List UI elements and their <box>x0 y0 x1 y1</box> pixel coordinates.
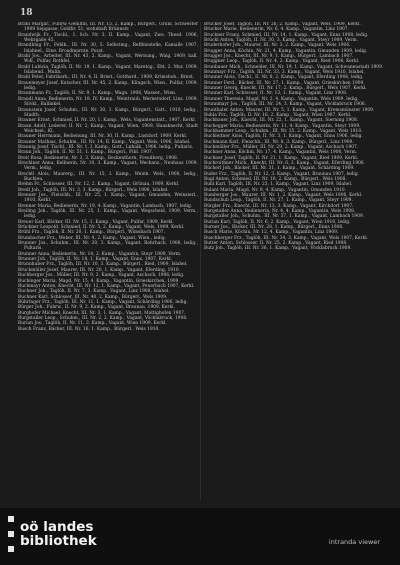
directory-entry: Brunbauer Mich., Schneider, III. Nr. 19, 1. Kamp., Vagant, Schwanenstadt 1909. <box>204 64 384 70</box>
directory-entry: Braunmann Fr., Taglöh, II. Nr. 9, 1. Kamp., Wagn. 1906, Wasser., Wien. <box>18 91 177 97</box>
directory-entry: Brunner Jos., Schuhm., III. Nr. 30, 3. Kamp., Vagant, Rohrbach, 1908, ledig., Pultaris. <box>18 241 198 252</box>
directory-entry: Brugger Anna, Köchin, Nr. 21, 4. Kamp., Vagantin, Gmunden 1909, ledig. <box>204 48 368 54</box>
directory-entry: Braunig Josef, Tischl., III. Nr. 1, I. Kamp., Gott., Lnhalk., 1906, ledig., Pultaris. <box>18 144 194 150</box>
directory-entry: Brückner Leopold, Schmied, II. Nr. 5, 2. Kamp., Vagant, Wels, 1909, Kerkl. <box>18 225 185 231</box>
directory-entry: Brandwijk Fr., Tischl., 1. Sch. Nr. 3, II. Kamp., Vagant, Zwe. Thesd. 1906, Wehrgaße 45. <box>18 32 198 44</box>
directory-entry: Buchmann Karl, Fleischh., III. Nr. 8, 3. Kamp., Bürgerl., Linz 1909. <box>204 139 354 145</box>
directory-entry: Buchner Karl, Schlosser, III. Nr. 40, 2. Kamp., Bürgerl., Wels 1909. <box>18 294 168 300</box>
directory-entry: Busch Marie, Köchin, Nr. 12, 4. Kamp., Vagantin, Linz 1909. <box>204 230 339 236</box>
directory-entry: Brühl Frz., Taglöh, II. Nr. 20, 1. Kamp., Bürgerl., Wimsbach 1907. <box>18 230 165 236</box>
directory-entry: Brandhlug Fr., Fehlh., III. Nr. 30, 5. Selbstmg., Reffmnstelle, Kamalle 1907, Islahnel., Eine. Broadmarnte. Pozst. <box>18 43 198 54</box>
directory-entry: Buchhammer Leop., Schuhm., III. Nr. 35, 2. Kamp., Vagant, Wels 1910. <box>204 128 363 134</box>
directory-entry: Brahl Peter, Fabrikarb., III. Nr. 4, II. Brnst., Gotthard., 1909, Krimshob., Brnst. <box>18 75 195 81</box>
directory-entry: Brandl Anna, Bedienerin, Nr. 18, IV. Kamp., Weintraub, Wernersdorf, Linz. 1909, Slivkl., Ballinkel. <box>18 96 198 108</box>
logo-line-2: bibliothek <box>20 533 97 549</box>
directory-entry: Brumbacher Frz., Weber, III. Nr. 4, 2. Kamp., Vagant, Wien., ledig. <box>18 235 167 241</box>
directory-entry: Buchner Anna, Köchin, Nr. 17, 4. Kamp., Vagantin, Wels 1908, Verm. <box>204 150 358 156</box>
directory-entry: Bruggner Leop., Taglöh, II. Nr. 4, 2. Kamp., Vagant, Ried 1908, Kerkl. <box>204 59 360 65</box>
directory-entry: Brauemeyer Josef, Kutscher, III. Nr. 45, 2. Kamp., Klingsch, Wien., Pulfar, 1909, ledig. <box>18 80 198 92</box>
directory-entry: Brunnmayr Jos., Taglöh, III. Nr. 24, 3. Kamp., Vagant, Vöcklabruck 1906. <box>204 102 367 108</box>
logo-mark-icon <box>8 516 14 552</box>
directory-entry: Burgstaller Leop., Schuhm., III. Nr. 2, 2. Kamp., Vagant, Vöcklabruck, 1908. <box>18 315 188 321</box>
directory-entry: Burghofer Michael, Knecht, III. Nr. 3, 1. Kamp., Vagant, Mattighofen 1907. <box>18 310 186 316</box>
directory-entry: Brahl Margar., Fuhrw.-Gehilfin, III. Nr. 15, 2. Kamp., Bürgerl., Grünl. Schwester 1909 Sepgasse, Goldbr. 51, wohnhaft Brünnstr. <box>18 22 198 33</box>
directory-entry: Butter Anton, Schlosser, II. Nr. 25, 2. Kamp., Vagant, Ried 1908. <box>204 241 348 247</box>
directory-entry: Brauner Herrmann, Bedienung, III. Nr. 30, II. Kamp., Lnstdorf, 1909, Kerkl. <box>18 134 188 140</box>
viewer-credit[interactable]: intranda viewer <box>328 538 380 546</box>
directory-entry: Buchmayr Anton, Knecht, III. Nr. 12, 1. Kamp., Vagant, Peuerbach 1907, Kerkl. <box>18 283 195 289</box>
directory-entry: Breuer Karl, Bäcker, III. Nr. 15, 1. Kamp., Vagant, Pulfar, 1909, Kerkl. <box>18 219 174 225</box>
directory-entry: Brenner Maria, Bedienerin, Nr. 19, 4. Kamp., Vagantin, Lambach, 1907, ledig. <box>18 203 193 209</box>
directory-entry: Bubla Frz., Taglöh, II. Nr. 16, 2. Kamp., Vagant, Wien 1907, Kerkl. <box>204 112 352 118</box>
directory-entry: Brunnhuber Frz., Taglöh, III. Nr. 10, 3. Kamp., Bürgerl., Ried, 1909, Islahel. <box>18 262 188 268</box>
directory-entry: Brauner Mathias, Schuhm., III. Nr. 14, II. Kamp., Vagant, Wels, 1906, Islahel. <box>18 139 191 145</box>
directory-entry: Brunner Ferd., Bäcker, III. Nr. 27, 1. Kamp., Vagant, Grieskirchen 1909. <box>204 80 365 86</box>
directory-entry: Brauner Ernst, Schmied, II. Nr. 20, 1. Kamp., Wels, Vagantenstatt., 1907, Kerkl. <box>18 118 197 124</box>
directory-entry: Brunner Karl, Schlosser, II. Nr. 13, 1. Kamp., Vagant, Linz 1908. <box>204 91 348 97</box>
directory-entry: Brückl Anton, Taglöh, II. Nr. 30, 3. Kamp., Vagant, Steyr 1909, Verm. <box>204 38 359 44</box>
directory-entry: Brunner Alois, Tischl., II. Nr. 8, 2. Kamp., Vagant, Eferding 1906, ledig. <box>204 75 364 81</box>
directory-entry: Bredl Joh., Taglöh, III. Nr. 3, 3. Kamp., Bürgerl., Wels 1906, Islahel. <box>18 187 169 193</box>
directory-entry: Brechlner Anna, Kellnerin, Nr. 10, 3. Kamp., Vagant, Wechanz., Neuhaus 1909, Verm., ledig. <box>18 160 198 172</box>
directory-entry: Braunstein Josef, Schuhm., III. Nr. 30, 1. Kamp., Bürgerl., Gatt., 1910, ledig., Stadtb. <box>18 107 198 118</box>
page-number: 18 <box>20 8 33 18</box>
directory-entry: Breit Rosa, Bedienerin, Nr. 3, 3. Kamp., Beckenthorn, Freudberg, 1908. <box>18 155 179 161</box>
directory-entry: Brunthaler Anton, Maurer, III. Nr. 5, 1. Kamp., Vagant, Kremsmünster 1909. <box>204 107 375 113</box>
directory-entry: Brahl Jos., Arbeiter, III. Nr. 43, 2. Kamp., Vagant, Wernung., Walg. 1909, hall. Wdl., Pulfar, Rothfel. <box>18 54 198 65</box>
directory-entry: Butz Joh., Taglöh, III. Nr. 36, 1. Kamp., Vagant, Vöcklabruck 1909. <box>204 246 352 252</box>
directory-entry: Brucker Josef, Taglöh, III. Nr. 26, 2. Kamp., Vagant, Wels, 1909, Kerkl. <box>204 22 361 27</box>
directory-entry: Buchegger Maria, Bedienerin, Nr. 11, 4. Kamp., Vagantin, Steyr 1909. <box>204 123 361 129</box>
directory-entry: Burgstaller Joh., Schuhm., III. Nr. 37, 1. Kamp., Vagant, Lambach 1909. <box>204 214 365 220</box>
directory-entry: Buchmüller Frz., Müller, III. Nr. 29, 2. Kamp., Vagant, Aschach 1907. <box>204 144 359 150</box>
directory-entry: Breiling Joh., Taglöh, III. Nr. 25, 1. Kamp., Vagant, Wegscheid, 1909, Verm., ledig. <box>18 209 198 220</box>
right-column <box>204 22 386 502</box>
directory-entry: Burgstaller Anna, Bedienerin, Nr. 4, 4. Kamp., Vagantin, Wels 1908. <box>204 209 356 215</box>
directory-entry: Bürger Joh., Fuhrw., II. Nr. 9, 2. Kamp., Vagant, Braunau, 1909, Kerkl. <box>18 305 175 311</box>
directory-entry: Brehm Fr., Schlosser, III. Nr. 12, 2. Kamp., Vagant, Grünau, 1909, Kerkl. <box>18 182 180 188</box>
directory-entry: Busch Franz, Bäcker, III. Nr. 16, 1. Kamp., Bürgerl., Wels 1910. <box>18 326 160 332</box>
directory-entry: Bugl Anton, Schmied, III. Nr. 18, 2. Kamp., Bürgerl., Wels 1908. <box>204 176 347 182</box>
directory-entry: Buchroithner Mich., Knecht, III. Nr. 6, 2. Kamp., Vagant, Eferding 1906. <box>204 160 366 166</box>
directory-entry: Bundschuh Leop., Taglöh, II. Nr. 27, 1. Kamp., Vagant, Steyr 1909. <box>204 198 353 204</box>
footer-bar <box>0 508 400 565</box>
directory-entry: Buchner Josef, Taglöh, II. Nr. 21, 1. Kamp., Vagant, Ried 1909, Kerkl. <box>204 155 359 161</box>
directory-entry: Brunner Joh., Taglöh, II. Nr. 18, 1. Kamp., Vagant, Enns, 1907, Kerkl. <box>18 257 173 263</box>
directory-entry: Bürgler Frz., Knecht, III. Nr. 13, 3. Kamp., Vagant, Kirchdorf 1907. <box>204 203 354 209</box>
directory-entry: Burian Jos., Taglöh, II. Nr. 11, 3. Kamp., Vagant, Wien 1909, Kerkl. <box>18 321 167 327</box>
directory-entry: Brugger Jos., Knecht, III. Nr. 9, 1. Kamp., Bürgerl., Lambach 1907. <box>204 54 354 60</box>
directory-entry: Buschberger Frz., Taglöh, III. Nr. 34, 3. Kamp., Vagant, Wels 1907, Kerkl. <box>204 235 369 241</box>
directory-entry: Brunner Anna, Bedienerin, Nr. 14, 2. Kamp., Vagantin, Steyr 1909, Verm. <box>18 251 182 257</box>
directory-entry: Brunner Georg, Knecht, III. Nr. 17, 2. Kamp., Bürgerl., Wels 1907, Kerkl. <box>204 86 367 92</box>
directory-entry: Buchleitner Alois, Taglöh, II. Nr. 3, 1. Kamp., Vagant, Enns 1906, ledig. <box>204 134 363 140</box>
directory-entry: Bruckmüller Josef, Maurer, III. Nr. 20, 1. Kamp., Vagant, Eferding, 1910. <box>18 267 181 273</box>
directory-entry: Braun Adolf, Lederer, II. Nr. 2, Kamp., Vagant, Wien, 1909, Hausknecht, Stadt Weichsel., Kl. <box>18 123 198 134</box>
directory-entry: Buchner Joh., Taglöh, II. Nr. 7, 3. Kamp., Vagant, Linz 1908, Islahel. <box>18 289 170 295</box>
directory-entry: Buchbauer Joh., Knecht, III. Nr. 22, 1. Kamp., Vagant, Sierning 1908. <box>204 118 359 124</box>
directory-entry: Buchberger Jos., Müller, III. Nr. 9, 2. Kamp., Vagant, Aschach, 1906, ledig. <box>18 273 185 279</box>
directory-entry: Brahl Lubicia, Taglöh, II. Nr. 19, 1. Kamp., Vagant, Maretog., Ebt. 2. Mur. 1909, Islahend., Mulin. <box>18 64 198 76</box>
directory-entry: Buder Frz., Taglöh, II. Nr. 12, 3. Kamp., Vagant, Braunau 1907, ledig. <box>204 171 360 177</box>
directory-entry: Brucker Marie, Bedienerin, Nr. 6, 4. Kamp., Vagantin, Linz 1907. <box>204 27 349 33</box>
directory-entry: Burian Karl, Taglöh, II. Nr. 6, 2. Kamp., Vagant, Wien 1910, ledig. <box>204 219 351 225</box>
directory-entry: Burner Jos., Bäcker, III. Nr. 28, 1. Kamp., Bürgerl., Enns 1906. <box>204 225 344 231</box>
logo-text <box>20 520 97 548</box>
directory-entry: Bulant Maria, Magd, Nr. 9, 4. Kamp., Vagantin, Gmunden 1910. <box>204 187 347 193</box>
directory-entry: Brunner Theresia, Magd, Nr. 2, 4. Kamp., Vagantin, Wels 1909, ledig. <box>204 96 359 102</box>
directory-entry: Bruderhofer Joh., Maurer, III. Nr. 3, 2. Kamp., Vagant, Wels 1906. <box>204 43 351 49</box>
logo-line-1: oö landes <box>20 519 94 535</box>
library-logo[interactable] <box>8 516 97 552</box>
directory-entry: Buchinger Maria, Magd, Nr. 15, 4. Kamp., Vagantin, Grieskirchen, 1909. <box>18 278 180 284</box>
directory-entry: Bumberger Jos., Maurer, III. Nr. 1, 2. Kamp., Vagant, Wels 1906, Kerkl. <box>204 193 363 198</box>
directory-entry: Brunmayr Frz., Taglöh, III. Nr. 33, 3. Kamp., Vagant, Wels 1910, Islahel. <box>204 70 365 76</box>
directory-entry: Buhl Karl, Taglöh, III. Nr. 23, 1. Kamp., Vagant, Linz 1909, Islahel. <box>204 182 353 188</box>
directory-entry: Bücherl Joh., Bäcker, III. Nr. 31, 1. Kamp., Vagant, Schärding 1909. <box>204 166 355 172</box>
directory-entry: Brenner Jos., Fleischh., III. Nr. 25, 1. Kamp., Vagant, Gmunden, Weinzierl., 1910, Kerkl. <box>18 193 198 204</box>
directory-entry: Bruckner Franz, Schmied, III. Nr. 14, 1. Kamp., Vagant, Enns 1908, ledig. <box>204 32 369 38</box>
column-divider <box>200 22 201 500</box>
directory-entry: Bühringer Frz., Taglöh, III. Nr. 11, 1. Kamp., Vagant, Schärding 1906, ledig. <box>18 299 188 305</box>
directory-entry: Braun Joh., Taglöh, II. Nr. 51, 1. Kamp., Bürgerl., Fibl. 1907. <box>18 150 154 156</box>
directory-entry: Brechtl Alois, Maurerg., III. Nr. 15, I. Kamp., Weinh. Wels, 1908, ledig., Buchleu. <box>18 171 198 182</box>
left-column <box>18 22 198 502</box>
